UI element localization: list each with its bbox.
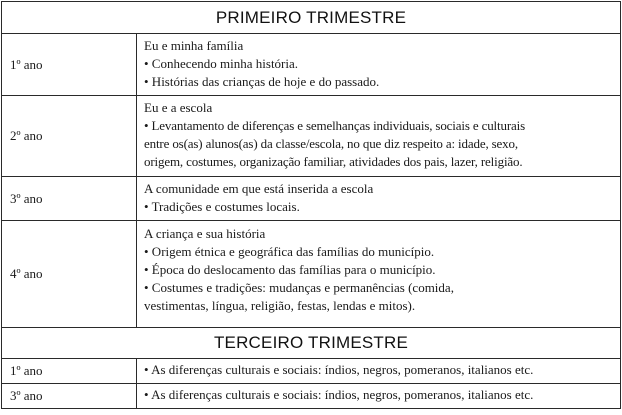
- topic-item: • Conhecendo minha história.: [144, 56, 299, 71]
- content-cell: [137, 177, 621, 221]
- year-label: 1º ano: [2, 34, 137, 96]
- content-cell: [137, 34, 621, 96]
- content-cell: [137, 221, 621, 328]
- topic-item: • Origem étnica e geográfica das famílias do município.: [144, 244, 435, 259]
- section-header-terceiro: [2, 328, 621, 359]
- section-title-terceiro: TERCEIRO TRIMESTRE: [2, 328, 621, 359]
- topic-title: A comunidade em que está inserida a escola: [144, 181, 374, 196]
- topic-item: • Época do deslocamento das famílias para o município.: [144, 262, 436, 277]
- topic-title: A criança e sua história: [144, 226, 266, 241]
- content-cell: [137, 96, 621, 177]
- table-row-terceiro-1ano: [2, 359, 621, 384]
- table-row-primeiro-2ano: [2, 96, 621, 177]
- topic-item: • Histórias das crianças de hoje e do passado.: [144, 74, 380, 89]
- topic-title: Eu e minha família: [144, 38, 244, 53]
- topic-item: • Costumes e tradições: mudanças e permanências (comida,: [144, 280, 454, 295]
- year-label: 2º ano: [2, 96, 137, 177]
- topic-item: • Levantamento de diferenças e semelhanças individuais, sociais e culturais: [144, 118, 525, 133]
- year-label: 3º ano: [2, 384, 137, 409]
- topic-item: • As diferenças culturais e sociais: índios, negros, pomeranos, italianos etc.: [144, 387, 534, 402]
- section-title-primeiro: PRIMEIRO TRIMESTRE: [2, 2, 621, 34]
- topic-item: • As diferenças culturais e sociais: índios, negros, pomeranos, italianos etc.: [144, 362, 534, 377]
- year-label: 4º ano: [2, 221, 137, 328]
- table-row-terceiro-3ano: [2, 384, 621, 409]
- table-row-primeiro-4ano: [2, 221, 621, 328]
- topic-item-continued: entre os(as) alunos(as) da classe/escola, no que diz respeito a: idade, sexo,: [144, 136, 518, 151]
- year-label: 1º ano: [2, 359, 137, 384]
- table-row-primeiro-3ano: [2, 177, 621, 221]
- content-cell: [137, 384, 621, 409]
- table-row-primeiro-1ano: [2, 34, 621, 96]
- content-cell: [137, 359, 621, 384]
- section-header-primeiro: [2, 2, 621, 34]
- year-label: 3º ano: [2, 177, 137, 221]
- topic-title: Eu e a escola: [144, 100, 213, 115]
- topic-item-continued: vestimentas, língua, religião, festas, lendas e mitos).: [144, 298, 416, 313]
- topic-item: • Tradições e costumes locais.: [144, 199, 300, 214]
- curriculum-table: [1, 1, 621, 409]
- topic-item-continued: origem, costumes, organização familiar, atividades dos pais, lazer, religião.: [144, 154, 523, 169]
